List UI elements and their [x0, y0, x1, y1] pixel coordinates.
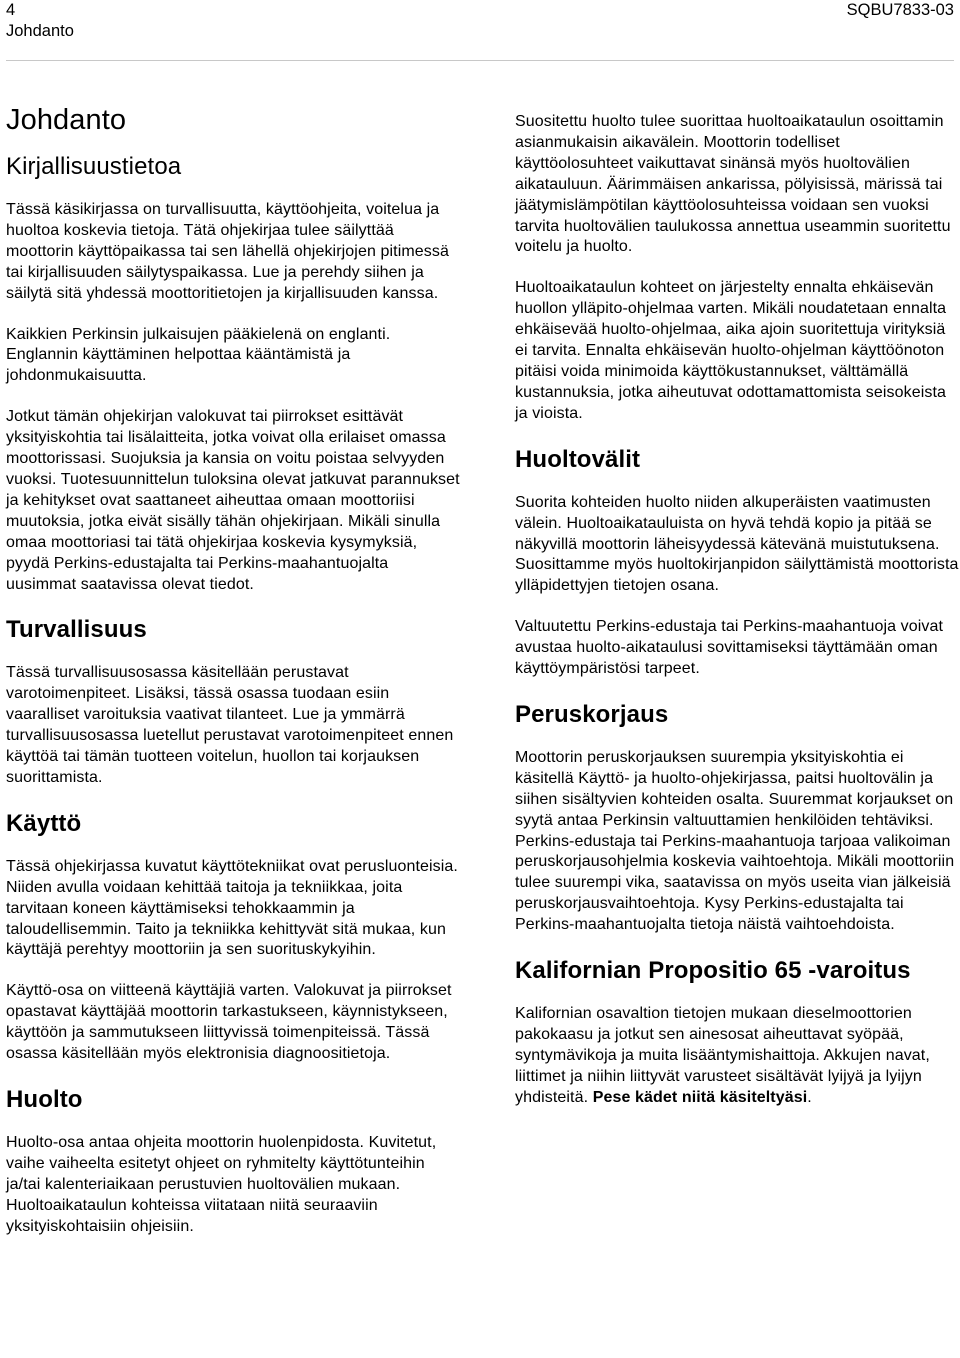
paragraph: Jotkut tämän ohjekirjan valokuvat tai piirrokset esittävät yksityiskohtia tai lisälaitteita, jotka voivat olla erilaiset omassa moottorissasi. Suojuksia ja kansia on voitu poistaa selvyyden vuoksi. Tuotesuunnittelun tuloksina olevat jatkuvat parannukset ja kehitykset ovat saattaneet aiheuttaa omaan moottoriisi muutoksia, jotka eivät sisälly tähän ohjekirjaan. Mikäli sinulla omaa moottoriasi tai tätä ohjekirjaa koskevia kysymyksiä, pyydä Perkins-edustajalta tai Perkins-maahantuojalta uusimmat saatavissa olevat tiedot.	[6, 408, 460, 593]
paragraph: Huoltoaikataulun kohteet on järjestelty ennalta ehkäisevän huollon ylläpito-ohjelmaa varten. Mikäli noudatetaan ennalta ehkäisevää huolto-ohjelmaa, aika ajoin suoritettuja virityksiä ei tarvita. Ennalta ehkäisevän huolto-ohjelman käyttöönoton pitäisi voida minimoida käyttökustannukset, välttämällä kustannuksia, jotka aiheutuvat odottamattomista seisokeista ja vioista.	[515, 279, 947, 422]
section-heading-huoltovalit: Huoltovälit	[515, 445, 641, 473]
warning-text: Kalifornian osavaltion tietojen mukaan dieselmoottorien pakokaasu ja jotkut sen ainesosat aiheuttavat syöpää, syntymävikoja ja muita lisääntymishaittoja. Akkujen navat, liittimet ja niihin liittyvät varusteet sisältävät lyijyä ja lyijyn yhdisteitä.	[515, 1005, 930, 1106]
paragraph: Suositettu huolto tulee suorittaa huoltoaikataulun osoittamin asianmukaisin aikavälein. Moottorin todelliset käyttöolosuhteet vaikuttavat sinänsä myös huoltovälien aikatauluun. Äärimmäisen ankarissa, pölyisissä, märissä tai jäätymislämpötilan käyttöolosuhteissa voidaan sen vuoksi tarvita huoltovälien taulukossa annettua useammin suoritettu voitelu ja huolto.	[515, 113, 951, 256]
warning-emphasis: Pese kädet niitä käsiteltyäsi	[592, 1088, 808, 1106]
header-divider	[6, 60, 954, 61]
paragraph: Valtuutettu Perkins-edustaja tai Perkins-maahantuoja voivat avustaa huolto-aikataulusi sovittamiseksi täyttämään oman käyttöympäristösi tarpeet.	[515, 618, 944, 678]
paragraph: Käyttö-osa on viitteenä käyttäjiä varten. Valokuvat ja piirrokset opastavat käyttäjää moottorin tarkastukseen, käynnistykseen, käyttöön ja sammutukseen liittyvissä toimenpiteissä. Tässä osassa käsitellään myös elektronisia diagnoositietoja.	[6, 982, 452, 1063]
document-code: SQBU7833-03	[846, 1, 954, 19]
section-heading-kirjallisuustietoa: Kirjallisuustietoa	[6, 153, 182, 180]
paragraph: Huolto-osa antaa ohjeita moottorin huolenpidosta. Kuvitetut, vaihe vaiheelta esitetyt ohjeet on ryhmitelty käyttötunteihin ja/tai kalenteriaikaan perustuvien huoltovälien mukaan. Huoltoaikataulun kohteissa viitataan niitä seuraaviin yksityiskohtaisiin ohjeisiin.	[6, 1134, 437, 1235]
paragraph: Suorita kohteiden huolto niiden alkuperäisten vaatimusten välein. Huoltoaikatauluista on hyvä tehdä kopio ja pitää se näkyvillä moottorin läheisyydessä kätevänä muistutuksena. Suosittamme myös huoltokirjanpidon säilyttämistä moottorista ylläpidettyjen tietojen osana.	[515, 493, 959, 595]
section-heading-turvallisuus: Turvallisuus	[6, 616, 147, 644]
paragraph: Tässä ohjekirjassa kuvatut käyttötekniikat ovat perusluonteisia. Niiden avulla voidaan kehittää taitoja ja tekniikkaa, joita tarvitaan koneen käyttämiseksi tehokkaammin ja taloudellisemmin. Taito ja tekniikka kehittyvät sitä mukaa, kun käyttäjä perehtyy moottoriin ja sen suorituskykyihin.	[6, 857, 458, 959]
section-heading-peruskorjaus: Peruskorjaus	[515, 700, 669, 728]
header-section-title: Johdanto	[6, 22, 74, 40]
section-heading-kaytto: Käyttö	[6, 809, 82, 837]
paragraph: Moottorin peruskorjauksen suurempia yksityiskohtia ei käsitellä Käyttö- ja huolto-ohjekirjassa, paitsi huoltovälin ja siihen sisältyvien kohteiden osalta. Suuremmat korjaukset on syytä antaa Perkinsin valtuuttamien henkilöiden tehtäviksi. Perkins-edustaja tai Perkins-maahantuoja tarjoaa valikoiman peruskorjausohjelmia koskevia vaihtoehtoja. Mikäli moottoriin tulee suurempi vika, saatavissa on myös useita vian jälkeisiä peruskorjausvaihtoehtoja. Kysy Perkins-edustajalta tai Perkins-maahantuojalta tietoja näistä vaihtoehdoista.	[515, 748, 955, 934]
right-column	[515, 112, 960, 1129]
warning-end: .	[807, 1088, 812, 1106]
paragraph-kalifornia	[515, 1004, 960, 1109]
paragraph: Tässä käsikirjassa on turvallisuutta, käyttöohjeita, voitelua ja huoltoa koskevia tietoja. Tätä ohjekirjaa tulee säilyttää moottorin käyttöpaikassa tai sen lähellä ohjekirjojen pitimessä tai kirjallisuuden säilytyspaikassa. Lue ja perehdy siihen ja säilytä sitä yhdessä moottoritietojen ja kirjallisuuden kanssa.	[6, 201, 449, 302]
left-column	[6, 102, 461, 1258]
page-number: 4	[6, 1, 16, 19]
chapter-title: Johdanto	[6, 104, 127, 136]
paragraph: Kaikkien Perkinsin julkaisujen pääkielenä on englanti. Englannin käyttäminen helpottaa kääntämistä ja johdonmukaisuutta.	[6, 325, 391, 385]
page-header-left	[6, 0, 74, 42]
paragraph: Tässä turvallisuusosassa käsitellään perustavat varotoimenpiteet. Lisäksi, tässä osassa tuodaan esiin vaaralliset varoituksia vaativat tilanteet. Lue ja ymmärrä turvallisuusosassa luetellut perustavat varotoimenpiteet ennen käyttöä tai tämän tuotteen voitelun, huollon tai korjauksen suorittamista.	[6, 664, 454, 786]
section-heading-huolto: Huolto	[6, 1086, 83, 1113]
section-heading-kalifornia: Kalifornian Propositio 65 -varoitus	[515, 957, 911, 985]
